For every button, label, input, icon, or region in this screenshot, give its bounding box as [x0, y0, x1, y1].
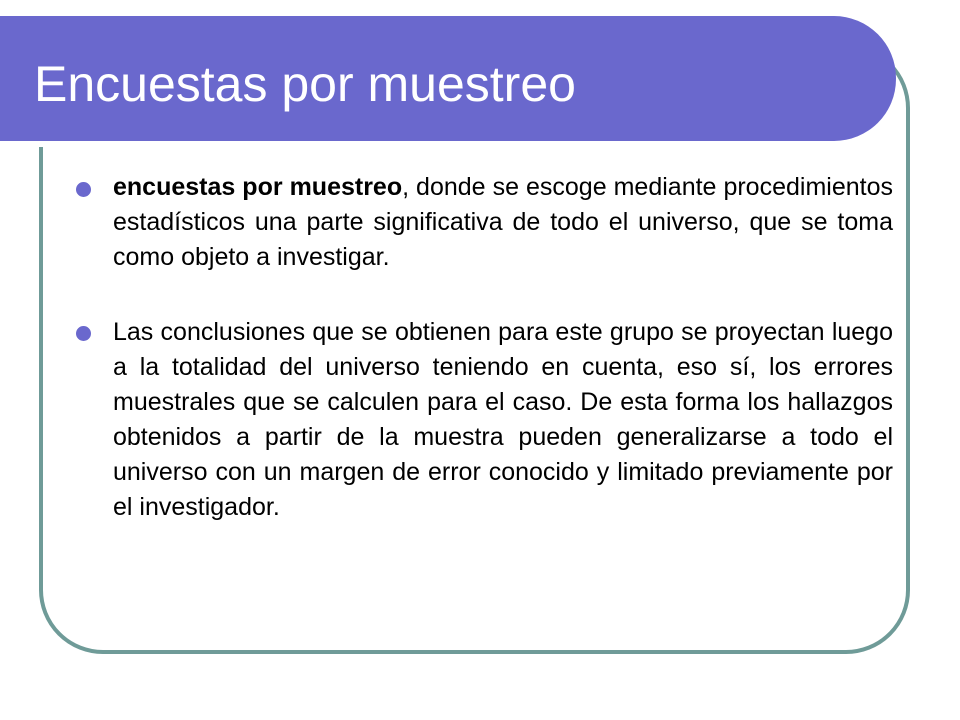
bullet-item-2-text: Las conclusiones que se obtienen para este grupo se proyectan luego a la totalidad del universo teniendo en cuenta, eso sí, los errores muestrales que se calculen para el caso. De esta forma los hallazgos obtenidos a partir de la muestra pueden generalizarse a todo el universo con un margen de error conocido y limitado previamente por el investigador. — [113, 318, 893, 521]
bullet-item-2 — [113, 315, 893, 525]
title-underline — [0, 141, 848, 147]
bullet-dot-icon — [76, 326, 91, 341]
bullet-item-1-text: , donde se escoge mediante procedimientos estadísticos una parte significativa de todo el universo, que se toma como objeto a investigar. — [113, 173, 893, 271]
bullet-item-1 — [113, 170, 893, 275]
bullet-dot-icon — [76, 182, 91, 197]
title-bar — [0, 16, 896, 141]
slide-title: Encuestas por muestreo — [34, 56, 576, 112]
bullet-item-1-bold: encuestas por muestreo — [113, 173, 403, 201]
